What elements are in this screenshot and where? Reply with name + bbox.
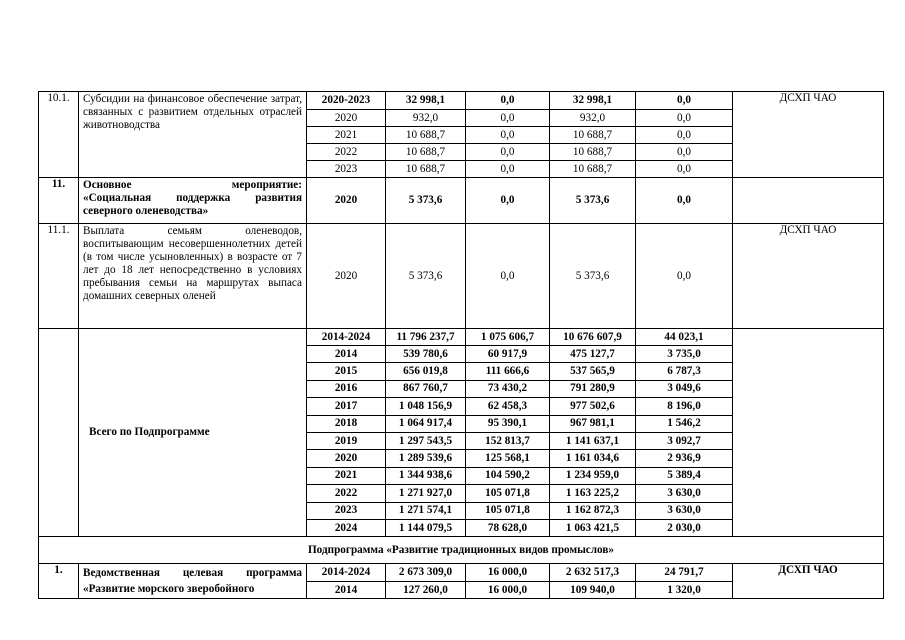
total-cell: 5 373,6 <box>386 224 466 329</box>
period-cell: 2018 <box>307 415 386 432</box>
total-cell: 1 271 574,1 <box>386 502 466 519</box>
total-cell: 1 271 927,0 <box>386 485 466 502</box>
federal-cell: 0,0 <box>466 178 550 224</box>
total-cell: 10 688,7 <box>386 161 466 178</box>
total-cell: 1 048 156,9 <box>386 398 466 415</box>
total-cell: 656 019,8 <box>386 363 466 380</box>
regional-cell: 10 676 607,9 <box>550 329 636 346</box>
executor-cell <box>733 178 884 224</box>
row-description-line1: Основное мероприятие: <box>83 179 302 191</box>
regional-cell: 2 632 517,3 <box>550 564 636 582</box>
period-cell: 2020 <box>307 178 386 224</box>
table-row <box>39 178 884 224</box>
other-cell: 3 049,6 <box>636 380 733 397</box>
executor-cell <box>733 329 884 537</box>
period-cell: 2022 <box>307 485 386 502</box>
period-cell: 2019 <box>307 432 386 449</box>
executor-cell: ДСХП ЧАО <box>733 92 884 178</box>
row-description: Субсидии на финансовое обеспечение затрат, связанных с развитием отдельных отраслей животноводства <box>79 92 307 178</box>
executor-cell: ДСХП ЧАО <box>733 224 884 329</box>
other-cell: 0,0 <box>636 127 733 144</box>
total-cell: 867 760,7 <box>386 380 466 397</box>
total-cell: 32 998,1 <box>386 92 466 110</box>
table-row <box>39 92 884 110</box>
row-description: Выплата семьям оленеводов, воспитывающим несовершеннолетних детей (в том числе усыновленных) в возрасте от 7 лет до 18 лет непосредственно в условиях пребывания семьи на маршрутах выпаса домашних северных оленей <box>79 224 307 329</box>
regional-cell: 1 161 034,6 <box>550 450 636 467</box>
period-cell: 2020-2023 <box>307 92 386 110</box>
federal-cell: 111 666,6 <box>466 363 550 380</box>
total-cell: 2 673 309,0 <box>386 564 466 582</box>
federal-cell: 16 000,0 <box>466 564 550 582</box>
budget-table <box>38 91 884 599</box>
row-number: 1. <box>39 564 79 599</box>
other-cell: 2 030,0 <box>636 519 733 536</box>
regional-cell: 1 063 421,5 <box>550 519 636 536</box>
federal-cell: 104 590,2 <box>466 467 550 484</box>
period-cell: 2020 <box>307 224 386 329</box>
other-cell: 0,0 <box>636 92 733 110</box>
table-row <box>39 564 884 582</box>
table-row <box>39 537 884 564</box>
federal-cell: 0,0 <box>466 127 550 144</box>
period-cell: 2023 <box>307 502 386 519</box>
period-cell: 2021 <box>307 467 386 484</box>
total-cell: 127 260,0 <box>386 581 466 599</box>
regional-cell: 5 373,6 <box>550 224 636 329</box>
regional-cell: 475 127,7 <box>550 346 636 363</box>
federal-cell: 152 813,7 <box>466 432 550 449</box>
other-cell: 1 546,2 <box>636 415 733 432</box>
total-cell: 5 373,6 <box>386 178 466 224</box>
federal-cell: 60 917,9 <box>466 346 550 363</box>
other-cell: 2 936,9 <box>636 450 733 467</box>
table-row <box>39 224 884 329</box>
other-cell: 0,0 <box>636 224 733 329</box>
federal-cell: 1 075 606,7 <box>466 329 550 346</box>
period-cell: 2014 <box>307 346 386 363</box>
period-cell: 2014-2024 <box>307 329 386 346</box>
regional-cell: 932,0 <box>550 110 636 127</box>
row-number: 11.1. <box>39 224 79 329</box>
table-row <box>39 329 884 346</box>
other-cell: 3 630,0 <box>636 485 733 502</box>
regional-cell: 32 998,1 <box>550 92 636 110</box>
period-cell: 2015 <box>307 363 386 380</box>
total-cell: 1 289 539,6 <box>386 450 466 467</box>
federal-cell: 0,0 <box>466 92 550 110</box>
period-cell: 2023 <box>307 161 386 178</box>
total-cell: 1 144 079,5 <box>386 519 466 536</box>
other-cell: 3 735,0 <box>636 346 733 363</box>
row-number: 10.1. <box>39 92 79 178</box>
period-cell: 2020 <box>307 110 386 127</box>
total-cell: 932,0 <box>386 110 466 127</box>
row-description <box>79 178 307 224</box>
federal-cell: 62 458,3 <box>466 398 550 415</box>
regional-cell: 1 141 637,1 <box>550 432 636 449</box>
total-cell: 1 064 917,4 <box>386 415 466 432</box>
row-number <box>39 329 79 537</box>
federal-cell: 95 390,1 <box>466 415 550 432</box>
federal-cell: 105 071,8 <box>466 502 550 519</box>
total-cell: 10 688,7 <box>386 144 466 161</box>
subprogram-section-header: Подпрограмма «Развитие традиционных видов промыслов» <box>39 537 884 564</box>
regional-cell: 109 940,0 <box>550 581 636 599</box>
period-cell: 2016 <box>307 380 386 397</box>
period-cell: 2022 <box>307 144 386 161</box>
regional-cell: 967 981,1 <box>550 415 636 432</box>
other-cell: 0,0 <box>636 178 733 224</box>
regional-cell: 10 688,7 <box>550 161 636 178</box>
federal-cell: 16 000,0 <box>466 581 550 599</box>
other-cell: 0,0 <box>636 161 733 178</box>
federal-cell: 0,0 <box>466 161 550 178</box>
other-cell: 44 023,1 <box>636 329 733 346</box>
total-cell: 1 344 938,6 <box>386 467 466 484</box>
other-cell: 0,0 <box>636 144 733 161</box>
budget-table-page <box>38 91 883 599</box>
regional-cell: 1 234 959,0 <box>550 467 636 484</box>
regional-cell: 10 688,7 <box>550 144 636 161</box>
other-cell: 8 196,0 <box>636 398 733 415</box>
other-cell: 1 320,0 <box>636 581 733 599</box>
federal-cell: 0,0 <box>466 144 550 161</box>
total-cell: 1 297 543,5 <box>386 432 466 449</box>
federal-cell: 78 628,0 <box>466 519 550 536</box>
total-cell: 11 796 237,7 <box>386 329 466 346</box>
regional-cell: 791 280,9 <box>550 380 636 397</box>
federal-cell: 125 568,1 <box>466 450 550 467</box>
period-cell: 2020 <box>307 450 386 467</box>
other-cell: 5 389,4 <box>636 467 733 484</box>
federal-cell: 0,0 <box>466 110 550 127</box>
row-description-rest: «Социальная поддержка развития северного оленеводства» <box>83 192 302 217</box>
subprogram-total-label: Всего по Подпрограмме <box>79 329 307 537</box>
federal-cell: 105 071,8 <box>466 485 550 502</box>
other-cell: 6 787,3 <box>636 363 733 380</box>
regional-cell: 10 688,7 <box>550 127 636 144</box>
period-cell: 2014-2024 <box>307 564 386 582</box>
period-cell: 2021 <box>307 127 386 144</box>
other-cell: 0,0 <box>636 110 733 127</box>
federal-cell: 0,0 <box>466 224 550 329</box>
row-description: Ведомственная целевая программа «Развитие морского зверобойного <box>79 564 307 599</box>
federal-cell: 73 430,2 <box>466 380 550 397</box>
regional-cell: 1 163 225,2 <box>550 485 636 502</box>
other-cell: 24 791,7 <box>636 564 733 582</box>
other-cell: 3 092,7 <box>636 432 733 449</box>
other-cell: 3 630,0 <box>636 502 733 519</box>
regional-cell: 977 502,6 <box>550 398 636 415</box>
executor-cell: ДСХП ЧАО <box>733 564 884 599</box>
period-cell: 2014 <box>307 581 386 599</box>
row-number: 11. <box>39 178 79 224</box>
period-cell: 2024 <box>307 519 386 536</box>
total-cell: 539 780,6 <box>386 346 466 363</box>
regional-cell: 537 565,9 <box>550 363 636 380</box>
period-cell: 2017 <box>307 398 386 415</box>
total-cell: 10 688,7 <box>386 127 466 144</box>
regional-cell: 1 162 872,3 <box>550 502 636 519</box>
regional-cell: 5 373,6 <box>550 178 636 224</box>
